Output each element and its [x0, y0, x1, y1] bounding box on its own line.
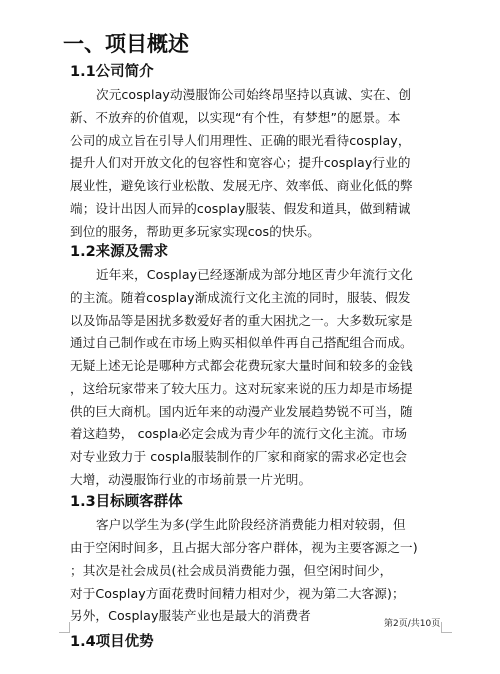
- paragraph-line: 次元cosplay动漫服饰公司始终昂坚持以真诚、实在、创: [96, 87, 412, 102]
- paragraph-line: 无疑上述无论是哪种方式都会花费玩家大量时间和较多的金钱: [70, 358, 413, 373]
- page-corner-mark-right: [441, 622, 452, 633]
- paragraph-line: 以及饰品等是困扰多数爱好者的重大困扰之一。大多数玩家是: [70, 313, 413, 328]
- section-heading-target-customers: 1.3目标顾客群体: [70, 494, 183, 510]
- paragraph-line: 通过自己制作或在市场上购买相似单件再自己搭配组合而成。: [70, 335, 413, 350]
- page-title: 一、项目概述: [63, 32, 189, 56]
- section-heading-source-demand: 1.2来源及需求: [70, 244, 169, 260]
- paragraph-line: 由于空闲时间多，且占据大部分客户群体，视为主要客源之一): [70, 540, 418, 555]
- paragraph-line: 客户以学生为多(学生此阶段经济消费能力相对较弱，但: [96, 517, 406, 532]
- paragraph-line: 展业性，避免该行业松散、发展无序、效率低、商业化低的弊: [70, 178, 413, 193]
- paragraph-line: 近年来，Cosplay已经逐渐成为部分地区青少年流行文化: [96, 267, 413, 282]
- paragraph-line: 供的巨大商机。国内近年来的动漫产业发展趋势锐不可当，随: [70, 404, 413, 419]
- paragraph-line: 公司的成立旨在引导人们用理性、正确的眼光看待cosplay，: [70, 133, 411, 148]
- paragraph-line: 的主流。随着cosplay渐成流行文化主流的同时，服装、假发: [70, 290, 411, 305]
- page-number-footer: 第2页/共10页: [384, 619, 441, 629]
- paragraph-line: 新、不放弃的价值观，以实现“有个性，有梦想”的愿景。本: [70, 110, 401, 125]
- section-heading-project-advantages: 1.4项目优势: [70, 634, 154, 650]
- paragraph-line: 到位的服务，帮助更多玩家实现cos的快乐。: [70, 224, 320, 239]
- paragraph-line: 端；设计出因人而异的cosplay服装、假发和道具，做到精诚: [70, 201, 411, 216]
- paragraph-line: 另外，Cosplay服装产业也是最大的消费者: [70, 608, 311, 623]
- paragraph-line: ；其次是社会成员(社会成员消费能力强，但空闲时间少，: [70, 563, 393, 578]
- paragraph-line: 着这趋势， cospla必定会成为青少年的流行文化主流。市场: [70, 426, 408, 441]
- paragraph-line: 对于Cosplay方面花费时间精力相对少，视为第二大客源)；: [70, 586, 405, 601]
- paragraph-line: 提升人们对开放文化的包容性和宽容心；提升cosplay行业的: [70, 155, 411, 170]
- paragraph-line: ，这给玩家带来了较大压力。这对玩家来说的压力却是市场提: [70, 381, 413, 396]
- section-heading-company-intro: 1.1公司简介: [70, 64, 154, 80]
- paragraph-line: 大增，动漫服饰行业的市场前景一片光明。: [70, 472, 312, 487]
- page-corner-mark-left: [59, 622, 70, 633]
- paragraph-line: 对专业致力于 cospla服装制作的厂家和商家的需求必定也会: [70, 449, 408, 464]
